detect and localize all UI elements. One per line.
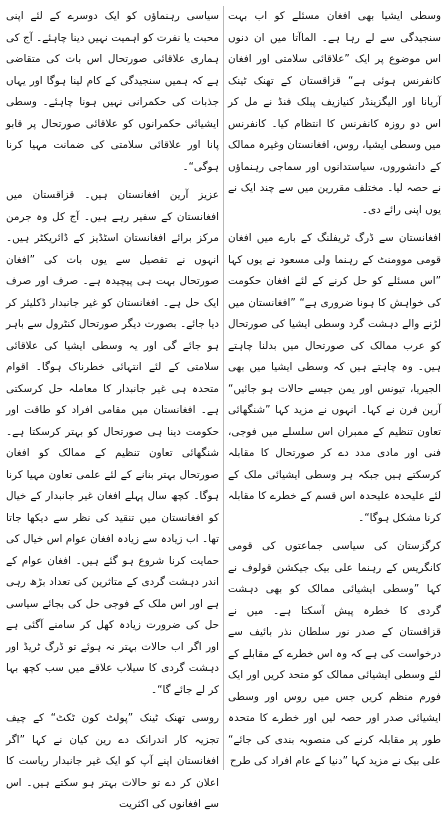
paragraph-aziz-arian: عزیز آرین افغانستان ہیں۔ قزاقستان میں افغانستان کے سفیر رہے ہیں۔ آج کل وہ جرمن مرکز برائے افغانستان اسٹڈیز کے ڈائریکٹر ہیں۔ انہوں نے تفصیل سے یوں بات کی ”افغان صورتحال بہت ہی پیچیدہ ہے۔ صرف اور صرف ایک حل ہے۔ افغانستان کو غیر جانبدار ڈکلیئر کر دیا جائے۔ بصورت دیگر صورتحال کنٹرول سے باہر ہو جائے گی اور یہ وسطی ایشیا کی علاقائی سلامتی کے لئے انتہائی خطرناک ہوگا۔ اقوام متحدہ ہی غیر جانبدار کا معاملہ حل کرسکتی ہے۔ افغانستان میں مقامی افراد کو طاقت اور حکومت دینا ہی صورتحال کو بہتر کرسکتا ہے۔ شنگھائی تعاون تنظیم کے ممالک کو افغان صورتحال بہتر بنانے کے لئے علمی تعاون مہیا کرنا ہوگا۔ کچھ سال پہلے افغان غیر جانبدار کے خیال کو افغانستان میں تنقید کی نظر سے دیکھا جاتا تھا۔ اب زیادہ سے زیادہ افغان عوام اس خیال کی حمایت کرنا شروع ہو گئے ہیں۔ افغان عوام کے اندر دہشت گردی کے متاثرین کی تعداد بڑھ رہی ہے اور اس ملک کے فوجی حل کی بجائے سیاسی حل کی ضرورت زیادہ کھل کر سامنے آگئی ہے اور اگر اب حالات بہتر نہ ہوئے تو ڈرگ ٹریڈ اور دہشت گردی کا سیلاب علاقے میں سب کچھ بہا کر لے جائے گا“۔: [6, 189, 219, 696]
paragraph-russian-think-tank: روسی تھنک ٹینک ”پولٹ کون ٹکٹ“ کے چیف تجزیہ کار اندرانک دے رین کیان نے کہا ”اگر افغانستان اپنے آپ کو ایک غیر جانبدار ریاست کا اعلان کر دے تو حالات بہتر ہو سکتے ہیں۔ اس سے افغانوں کی اکثریت: [6, 712, 219, 810]
paragraph-central-asia-conference: وسطی ایشیا بھی افغان مسئلے کو اب بہت سنجیدگی سے لے رہا ہے۔ الماآتا میں ان دنوں اس موضوع پر ایک ”علاقائی سلامتی اور افغان کانفرنس ہوئی ہے“ قزاقستان کے تھنک ٹینک آریانا اور الیگزینڈر کنیازیف پبلک فنڈ نے مل کر اس دو روزہ کانفرنس کا انتظام کیا۔ کانفرنس میں وسطی ایشیا، روس، افغانستان وغیرہ ممالک کے دانشوروں، سیاستدانوں اور سماجی رہنماؤں نے حصہ لیا۔ مختلف مقررین میں سے چند ایک نے یوں اپنی رائے دی۔: [228, 10, 441, 216]
paragraph-drug-trafficking: افغانستان سے ڈرگ ٹریفلنگ کے بارے میں افغان قومی موومنٹ کے رہنما ولی مسعود نے یوں کہا ”اس مسئلے کو حل کرنے کے لئے افغان حکومت کی خواہش کا ہونا ضروری ہے“ ”افغانستان میں لڑنے والے دہشت گرد وسطی ایشیا کی صورتحال کو عرب ممالک کی صورتحال میں بدلنا چاہتے ہیں۔ وہ چاہتے ہیں کہ وسطی ایشیا میں بھی الجیریا، تیونس اور یمن جیسے حالات ہو جائیں“ آرین فرن نے کہا۔ انہوں نے مزید کہا ”شنگھائی تعاون تنظیم کے ممبران اس سلسلے میں فوجی، فنی اور مادی مدد دے کر صورتحال کا مقابلہ کرسکتے ہیں جبکہ ہر وسطی ایشیائی ملک کے لئے علیحدہ علیحدہ اس قسم کے خطرے کا مقابلہ کرنا مشکل ہوگا“۔: [228, 232, 441, 524]
paragraph-political-leaders: سیاسی رہنماؤں کو ایک دوسرے کے لئے اپنی محبت یا نفرت کو اہمیت نہیں دینا چاہئے۔ آج کی ہماری علاقائی صورتحال اس بات کی متقاضی ہے کہ ہمیں سنجیدگی کے کام لینا ہوگا اور یہاں جذبات کی حکمرانی نہیں ہونا چاہئے۔ وسطی ایشیائی حکمرانوں کو علاقائی صورتحال پر قابو پانا اور علاقائی سلامتی کی ضمانت مہیا کرنا ہوگی“۔: [6, 10, 219, 173]
left-column: [6, 6, 219, 810]
column-divider: [223, 6, 224, 770]
right-column: [228, 6, 441, 770]
paragraph-kyrgyz-congress: کرگزستان کی سیاسی جماعتوں کی قومی کانگریس کے رہنما علی بیک جیکشن قولوف نے کہا ”وسطی ایشیائی ممالک کو بھی دہشت گردی کا خطرہ پیش آسکتا ہے۔ میں نے قزاقستان کے صدر نور سلطان نذر بائیف سے درخواست کی ہے کہ وہ اس خطرے کے مقابلے کے لئے وسطی ایشیائی ممالک کو متحد کریں اور ایک فورم منظم کریں جس میں روس اور وسطی ایشیائی صدر اور حصہ لیں اور خطرے کا متحدہ طور پر مقابلہ کرنے کی منصوبہ بندی کی جائے“ علی بیک نے مزید کہا ”دنیا کے عام افراد کی طرح: [228, 540, 441, 767]
